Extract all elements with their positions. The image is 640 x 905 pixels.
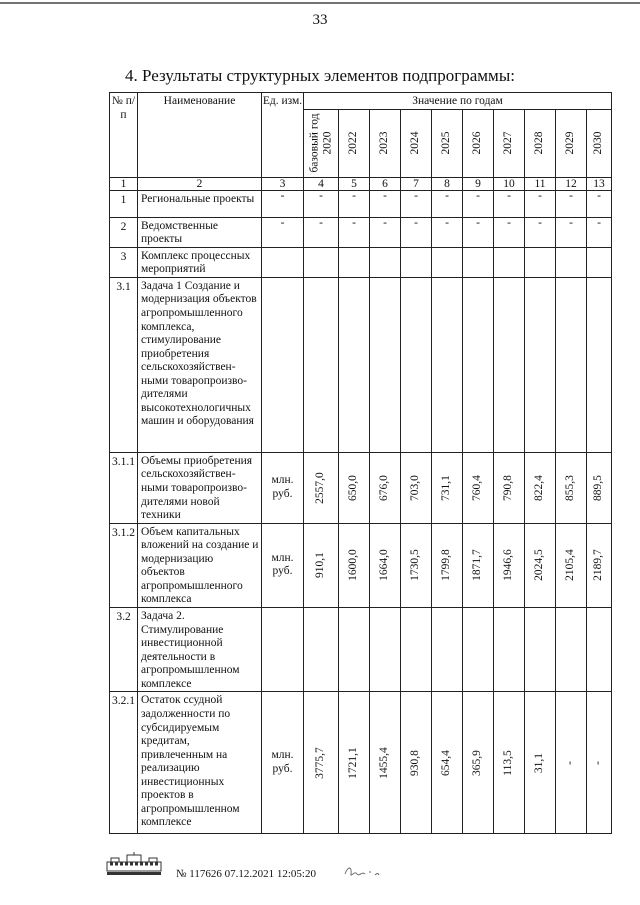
row-number: 3.1 [110,277,138,452]
row-value: - [304,190,339,217]
row-value [304,523,339,607]
row-value-text: 2189,7 [592,549,605,582]
column-index: 2 [138,177,262,190]
row-name: Комплекс процессных мероприятий [138,247,262,277]
row-value [370,692,401,834]
row-value-text: - [564,760,577,765]
row-value-text: 855,3 [564,474,577,501]
row-name: Задача 2. Стимулирование инвестиционной деятельности в агропромышленном комплексе [138,608,262,692]
header-year [304,109,339,177]
row-unit: млн. руб. [262,692,304,834]
table-row [110,692,612,834]
row-value [494,608,525,692]
row-value [556,692,587,834]
row-value [494,277,525,452]
row-value-text: 2024,5 [533,549,546,582]
row-value [432,452,463,523]
signature-mark [343,862,383,882]
column-index: 1 [110,177,138,190]
header-year [370,109,401,177]
results-table [109,92,612,834]
row-value-text: 1730,5 [409,549,422,582]
row-value-text: 1721,1 [347,747,360,779]
row-number: 3.1.1 [110,452,138,523]
row-value [401,523,432,607]
row-value [304,247,339,277]
row-value-text: 910,1 [314,552,327,579]
government-building-logo [105,852,163,876]
row-value [525,692,556,834]
row-value: - [525,190,556,217]
row-value [304,452,339,523]
column-index: 7 [401,177,432,190]
column-index: 11 [525,177,556,190]
row-value [339,692,370,834]
row-value-text: 2557,0 [314,471,327,504]
row-value-text: 1455,4 [378,747,391,779]
row-value [587,247,612,277]
row-value: - [556,190,587,217]
column-index: 12 [556,177,587,190]
row-name: Объем капитальных вложений на создание и модернизацию объектов агропромышленного комплекса [138,523,262,607]
header-unit: Ед. изм. [262,93,304,178]
row-value-text: 365,9 [471,749,484,776]
table-row [110,277,612,452]
row-value [432,247,463,277]
row-value [587,608,612,692]
row-unit [262,247,304,277]
column-index-row [110,177,612,190]
header-year-label: 2029 [564,131,577,155]
row-value: - [339,217,370,247]
header-year [587,109,612,177]
column-index: 6 [370,177,401,190]
row-number: 1 [110,190,138,217]
row-value: - [304,217,339,247]
row-value [556,523,587,607]
header-values-by-year: Значение по годам [304,93,612,110]
row-value [463,523,494,607]
row-value [463,452,494,523]
table-row [110,608,612,692]
header-year-label: 2022 [347,131,360,155]
row-value [587,523,612,607]
header-year-label: 2030 [592,131,605,155]
header-year-label: 2023 [378,131,391,155]
row-value-text: 31,1 [533,752,546,773]
row-value [525,608,556,692]
header-year [401,109,432,177]
row-value [339,608,370,692]
header-num: № п/п [110,93,138,178]
row-value [463,608,494,692]
row-unit: млн. руб. [262,523,304,607]
table-row [110,247,612,277]
row-value [401,452,432,523]
row-value: - [401,217,432,247]
row-value [525,523,556,607]
row-value [401,277,432,452]
row-value [432,692,463,834]
row-value-text: 731,1 [440,474,453,501]
row-value: - [370,217,401,247]
header-year-label: 2025 [440,131,453,155]
table-row [110,217,612,247]
column-index: 3 [262,177,304,190]
column-index: 10 [494,177,525,190]
row-value [587,277,612,452]
row-value-text: 1664,0 [378,549,391,582]
section-heading: 4. Результаты структурных элементов подпрограммы: [125,66,515,85]
row-value [494,692,525,834]
row-value: - [587,190,612,217]
row-name: Ведомственные проекты [138,217,262,247]
row-value [401,608,432,692]
table-row [110,452,612,523]
table-row [110,190,612,217]
row-value: - [587,217,612,247]
row-value [339,452,370,523]
header-year [525,109,556,177]
header-year [494,109,525,177]
row-value [339,247,370,277]
row-value-text: 113,5 [502,750,515,776]
header-year-label: 2027 [502,131,515,155]
row-value: - [401,190,432,217]
row-value: - [339,190,370,217]
page-number: 33 [312,12,328,28]
header-year-label: 2028 [533,131,546,155]
row-unit: - [262,217,304,247]
header-year [556,109,587,177]
row-value-text: 1871,7 [471,549,484,582]
row-unit [262,277,304,452]
row-value [304,692,339,834]
row-value-text: - [592,760,605,765]
row-value-text: 889,5 [592,474,605,501]
row-value [370,247,401,277]
row-value-text: 790,8 [502,474,515,501]
row-value [494,247,525,277]
row-value [401,692,432,834]
row-value-text: 1600,0 [347,549,360,582]
row-value-text: 822,4 [533,474,546,501]
row-value: - [463,190,494,217]
header-year [463,109,494,177]
row-number: 3.2 [110,608,138,692]
row-value [370,608,401,692]
row-value [463,247,494,277]
row-value [587,692,612,834]
row-value [339,277,370,452]
row-value [556,608,587,692]
row-number: 3 [110,247,138,277]
row-value [494,523,525,607]
row-value: - [432,217,463,247]
row-value: - [525,217,556,247]
row-value [556,277,587,452]
row-value: - [432,190,463,217]
header-year-label: 2024 [409,131,422,155]
row-value: - [494,217,525,247]
header-year [339,109,370,177]
row-value-text: 676,0 [378,474,391,501]
row-unit [262,608,304,692]
row-name: Объемы приобретения сельскохозяйствен-ными товаропроизво-дителями новой техники [138,452,262,523]
row-value [370,452,401,523]
row-value: - [494,190,525,217]
row-value-text: 650,0 [347,474,360,501]
row-value [556,452,587,523]
row-name: Остаток ссудной задолженности по субсидируемым кредитам, привлеченным на реализацию инвестиционных проектов в агропромышленном комплексе [138,692,262,834]
row-value-text: 1946,6 [502,549,515,582]
row-value [587,452,612,523]
row-unit: млн. руб. [262,452,304,523]
row-value [463,692,494,834]
row-number: 3.2.1 [110,692,138,834]
row-value: - [370,190,401,217]
column-index: 4 [304,177,339,190]
header-year-label: 2026 [471,131,484,155]
row-value [432,277,463,452]
header-name: Наименование [138,93,262,178]
row-value-text: 930,8 [409,749,422,776]
row-name: Задача 1 Создание и модернизация объектов агропромышленного комплекса, стимулирование приобретения сельскохозяйствен-ными товаропроизво-дителями высокотехнологичных машин и оборудования [138,277,262,452]
row-value: - [463,217,494,247]
row-value [463,277,494,452]
column-index: 9 [463,177,494,190]
row-value-text: 2105,4 [564,549,577,582]
header-year-label: базовый год 2020 [308,113,333,173]
row-value-text: 654,4 [440,749,453,776]
row-number: 3.1.2 [110,523,138,607]
table-row [110,523,612,607]
row-number: 2 [110,217,138,247]
row-value [556,247,587,277]
row-unit: - [262,190,304,217]
row-value [304,608,339,692]
row-value-text: 1799,8 [440,549,453,582]
header-year [432,109,463,177]
row-value [494,452,525,523]
row-value [401,247,432,277]
row-value [525,277,556,452]
row-value [525,452,556,523]
row-value-text: 703,0 [409,474,422,501]
row-name: Региональные проекты [138,190,262,217]
row-value-text: 760,4 [471,474,484,501]
row-value [339,523,370,607]
column-index: 5 [339,177,370,190]
scan-top-edge [0,2,640,4]
row-value: - [556,217,587,247]
registration-stamp: № 117626 07.12.2021 12:05:20 [176,868,316,880]
row-value [370,277,401,452]
row-value [370,523,401,607]
column-index: 8 [432,177,463,190]
row-value-text: 3775,7 [314,747,327,779]
row-value [525,247,556,277]
row-value [432,523,463,607]
column-index: 13 [587,177,612,190]
row-value [432,608,463,692]
row-value [304,277,339,452]
